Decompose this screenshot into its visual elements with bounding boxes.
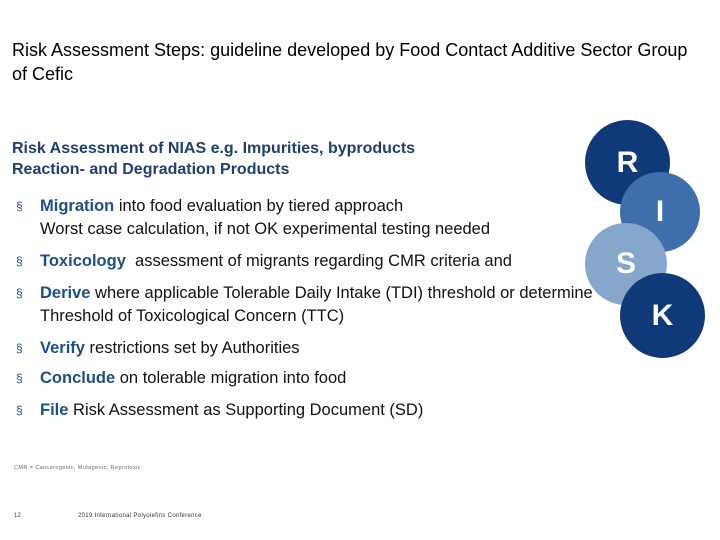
conference-footer: 2019 International Polyolefins Conference	[78, 513, 202, 519]
bullet-toxicology	[12, 250, 595, 273]
bullet-marker: §	[16, 341, 23, 355]
bullet-keyword: Toxicology	[40, 252, 126, 270]
page-number: 12	[14, 513, 21, 519]
bullet-text: assessment of migrants regarding CMR criteria and	[125, 252, 512, 270]
circle-letter: I	[655, 195, 665, 228]
bullet-conclude	[12, 367, 612, 390]
circle-letter: R	[616, 145, 639, 179]
risk-circle-k	[620, 273, 705, 358]
bullet-text: where applicable Tolerable Daily Intake (TDI) threshold or determine Threshold of Toxicological Concern (TTC)	[40, 284, 593, 325]
bullet-marker: §	[16, 254, 23, 268]
bullet-keyword: File	[40, 401, 69, 419]
bullet-verify	[12, 337, 612, 360]
bullet-text: restrictions set by Authorities	[84, 339, 300, 357]
bullet-marker: §	[16, 199, 23, 213]
footnote: CMR = Cancerogenic, Mutagenic, Reprotoxic	[14, 465, 141, 471]
subtitle-line-2: Reaction- and Degradation Products	[12, 161, 290, 178]
bullet-text-2: Worst case calculation, if not OK experimental testing needed	[40, 220, 491, 238]
bullet-text: into food evaluation by tiered approach	[114, 197, 404, 215]
circle-letter: K	[651, 298, 674, 332]
bullet-keyword: Verify	[40, 339, 85, 357]
bullet-keyword: Conclude	[40, 369, 116, 387]
circle-letter: S	[615, 247, 636, 280]
subtitle-line-1: Risk Assessment of NIAS e.g. Impurities, byproducts	[12, 140, 416, 157]
bullet-keyword: Migration	[40, 197, 115, 215]
bullet-marker: §	[16, 286, 23, 300]
bullet-text: Risk Assessment as Supporting Document (SD)	[68, 401, 424, 419]
bullet-keyword: Derive	[40, 284, 91, 302]
bullet-marker: §	[16, 371, 23, 385]
slide-subtitle	[12, 138, 572, 180]
bullet-file	[12, 399, 612, 422]
bullet-list	[12, 195, 612, 422]
bullet-derive	[12, 282, 615, 328]
slide-title: Risk Assessment Steps: guideline developed by Food Contact Additive Sector Group of Cefic	[12, 40, 688, 84]
bullet-marker: §	[16, 403, 23, 417]
bullet-migration	[12, 195, 612, 241]
bullet-text: on tolerable migration into food	[115, 369, 347, 387]
